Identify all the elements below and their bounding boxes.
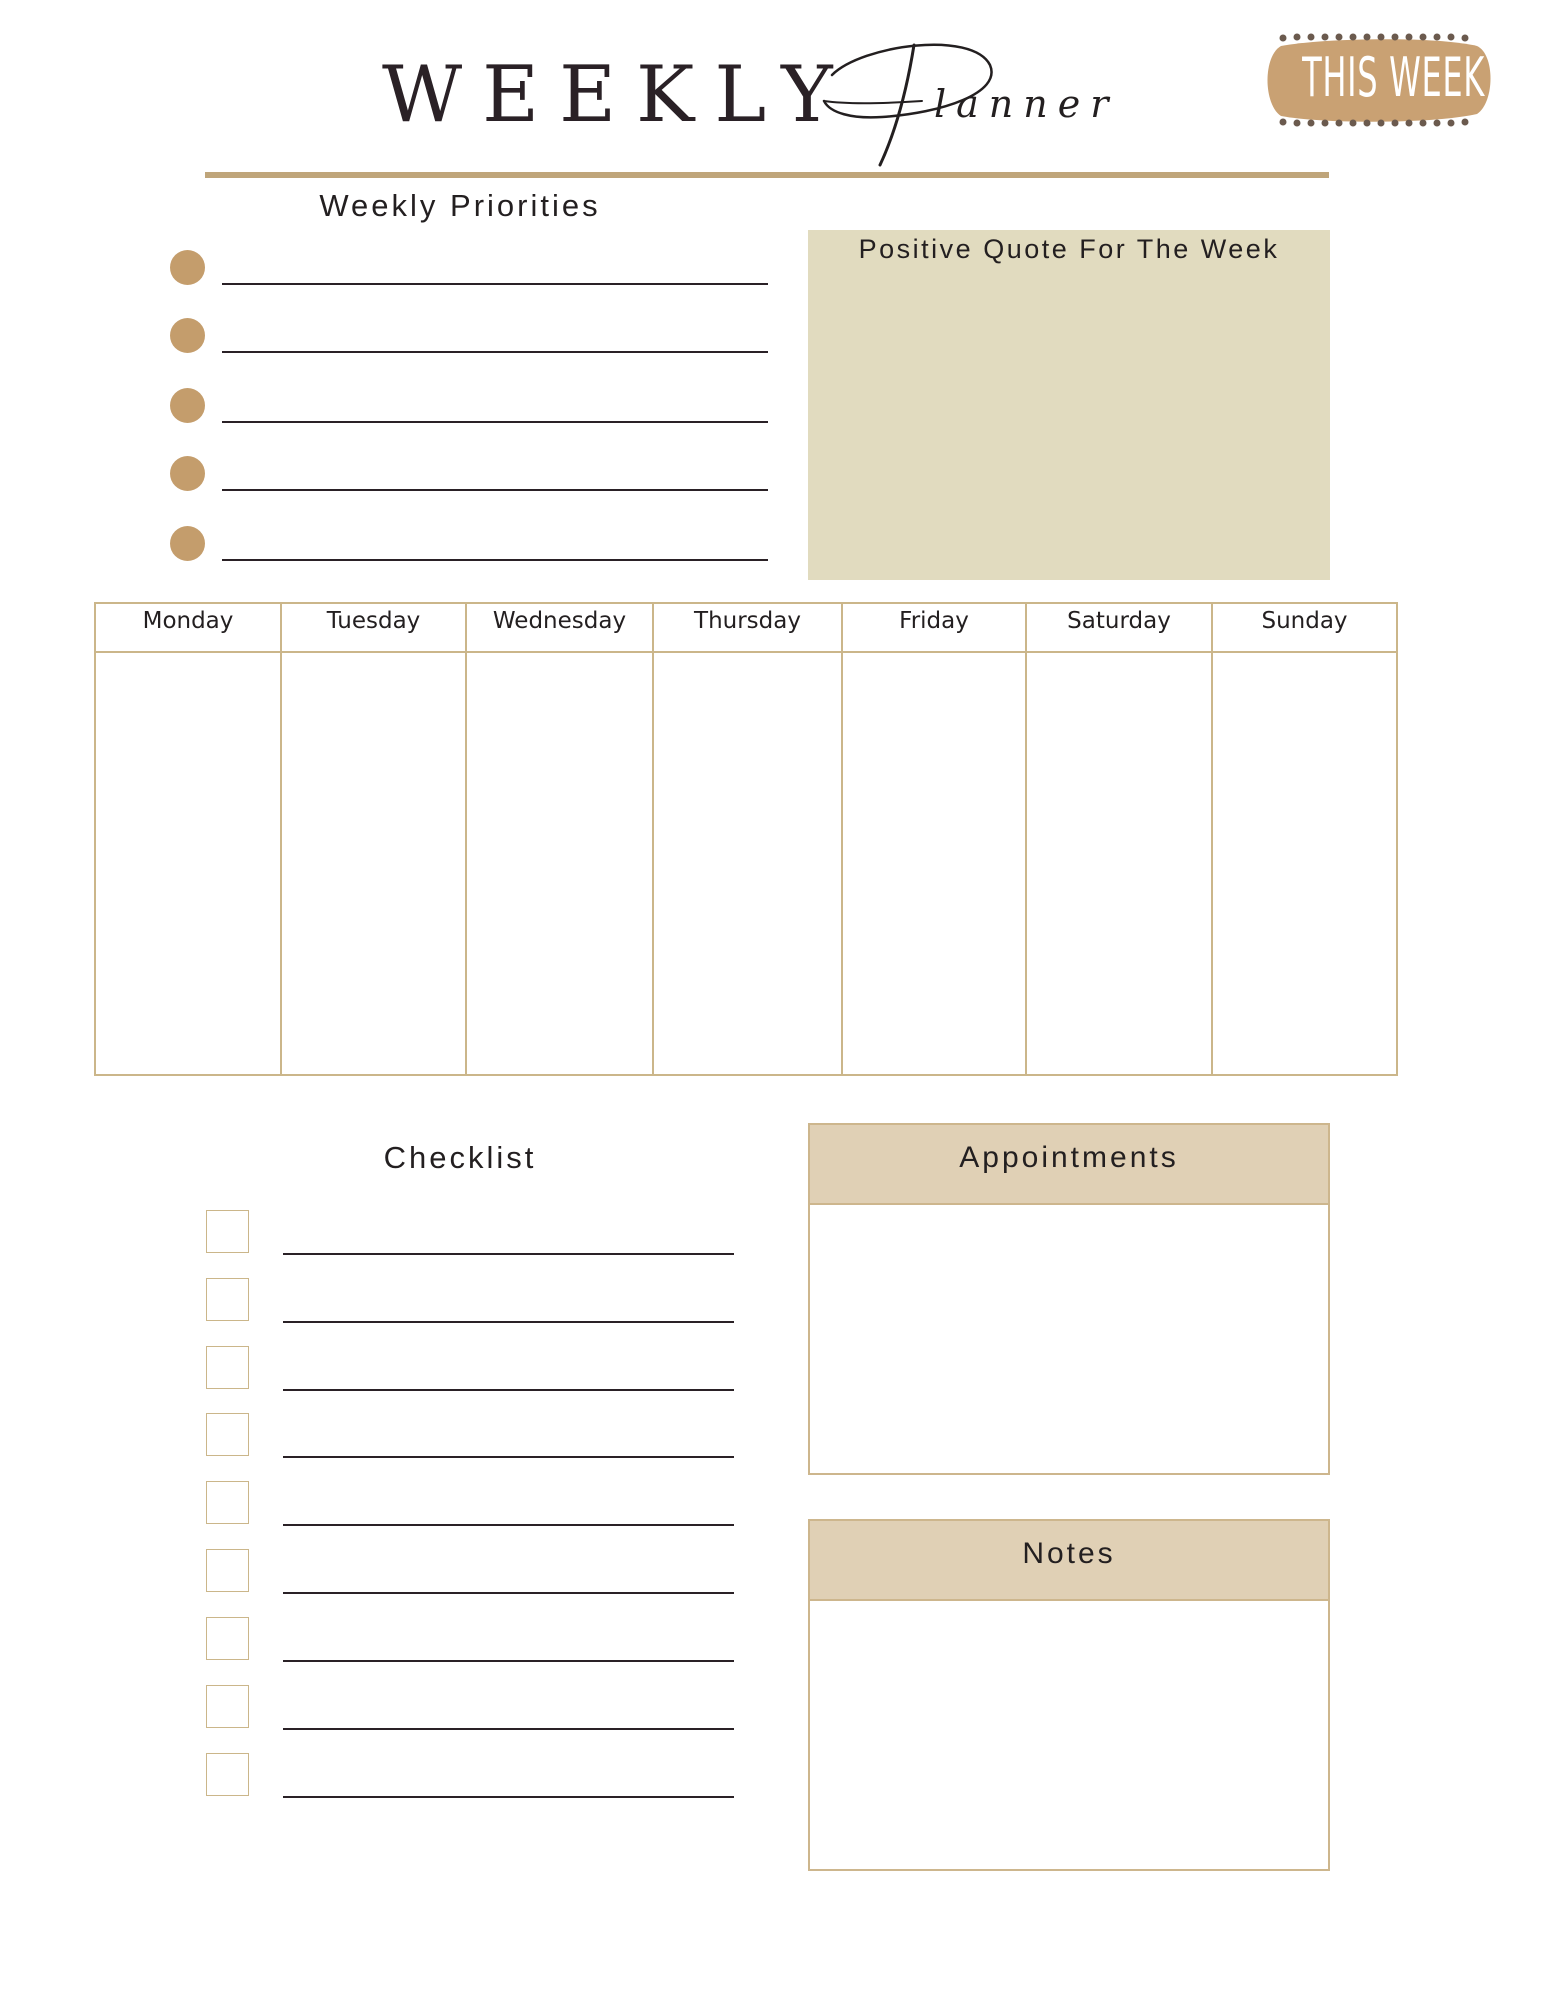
checkbox[interactable] bbox=[206, 1346, 249, 1389]
checklist-write-line[interactable] bbox=[283, 1728, 734, 1730]
checkbox[interactable] bbox=[206, 1481, 249, 1524]
day-label: Saturday bbox=[1067, 608, 1171, 634]
notes-header bbox=[810, 1521, 1328, 1601]
day-column-wednesday[interactable] bbox=[467, 604, 654, 1074]
priority-write-line[interactable] bbox=[222, 489, 768, 491]
appointments-header bbox=[810, 1125, 1328, 1205]
checkbox[interactable] bbox=[206, 1753, 249, 1796]
checklist-item[interactable] bbox=[206, 1210, 736, 1256]
planner-title: WEEKLY bbox=[382, 50, 853, 140]
appointments-panel[interactable] bbox=[808, 1123, 1330, 1475]
priority-write-line[interactable] bbox=[222, 283, 768, 285]
day-label: Tuesday bbox=[326, 608, 421, 634]
day-label: Friday bbox=[899, 608, 969, 634]
priority-item[interactable] bbox=[170, 456, 770, 496]
bullet-dot-icon bbox=[170, 456, 205, 491]
bullet-dot-icon bbox=[170, 250, 205, 285]
checklist-heading: Checklist bbox=[383, 1140, 537, 1175]
checklist-item[interactable] bbox=[206, 1617, 736, 1663]
planner-script-text: lanner bbox=[934, 82, 1119, 126]
checklist-item[interactable] bbox=[206, 1481, 736, 1527]
priority-write-line[interactable] bbox=[222, 421, 768, 423]
priority-write-line[interactable] bbox=[222, 351, 768, 353]
bullet-dot-icon bbox=[170, 526, 205, 561]
checklist-item[interactable] bbox=[206, 1549, 736, 1595]
bullet-dot-icon bbox=[170, 318, 205, 353]
this-week-badge bbox=[1263, 32, 1493, 128]
priority-item[interactable] bbox=[170, 318, 770, 358]
day-column-monday[interactable] bbox=[96, 604, 282, 1074]
checkbox[interactable] bbox=[206, 1210, 249, 1253]
quote-box[interactable] bbox=[808, 230, 1330, 580]
checklist-item[interactable] bbox=[206, 1346, 736, 1392]
checklist-write-line[interactable] bbox=[283, 1253, 734, 1255]
checklist-write-line[interactable] bbox=[283, 1524, 734, 1526]
planner-script-title bbox=[822, 35, 1122, 175]
checklist-item[interactable] bbox=[206, 1753, 736, 1799]
day-column-sunday[interactable] bbox=[1213, 604, 1396, 1074]
day-column-thursday[interactable] bbox=[654, 604, 843, 1074]
header-divider bbox=[205, 172, 1329, 178]
checkbox[interactable] bbox=[206, 1413, 249, 1456]
checkbox[interactable] bbox=[206, 1685, 249, 1728]
priority-write-line[interactable] bbox=[222, 559, 768, 561]
checklist-write-line[interactable] bbox=[283, 1389, 734, 1391]
priority-item[interactable] bbox=[170, 388, 770, 428]
checklist-write-line[interactable] bbox=[283, 1321, 734, 1323]
day-label: Thursday bbox=[694, 608, 801, 634]
checklist-write-line[interactable] bbox=[283, 1796, 734, 1798]
day-column-saturday[interactable] bbox=[1027, 604, 1213, 1074]
bullet-dot-icon bbox=[170, 388, 205, 423]
checklist-item[interactable] bbox=[206, 1278, 736, 1324]
checklist-write-line[interactable] bbox=[283, 1456, 734, 1458]
badge-label: THIS WEEK bbox=[1302, 46, 1485, 109]
day-label: Sunday bbox=[1261, 608, 1348, 634]
day-column-friday[interactable] bbox=[843, 604, 1027, 1074]
checklist-write-line[interactable] bbox=[283, 1660, 734, 1662]
priority-item[interactable] bbox=[170, 526, 770, 566]
week-table bbox=[94, 602, 1398, 1076]
quote-heading: Positive Quote For The Week bbox=[858, 234, 1280, 264]
checkbox[interactable] bbox=[206, 1278, 249, 1321]
checkbox[interactable] bbox=[206, 1617, 249, 1660]
checkbox[interactable] bbox=[206, 1549, 249, 1592]
priority-item[interactable] bbox=[170, 250, 770, 290]
notes-panel[interactable] bbox=[808, 1519, 1330, 1871]
day-label: Monday bbox=[142, 608, 234, 634]
checklist-item[interactable] bbox=[206, 1413, 736, 1459]
priorities-heading: Weekly Priorities bbox=[319, 188, 601, 223]
notes-heading: Notes bbox=[1022, 1537, 1116, 1570]
planner-script-svg bbox=[822, 35, 1122, 175]
day-column-tuesday[interactable] bbox=[282, 604, 467, 1074]
checklist-item[interactable] bbox=[206, 1685, 736, 1731]
appointments-heading: Appointments bbox=[959, 1141, 1179, 1174]
day-label: Wednesday bbox=[492, 608, 627, 634]
checklist-write-line[interactable] bbox=[283, 1592, 734, 1594]
day-header-divider bbox=[96, 651, 1396, 653]
